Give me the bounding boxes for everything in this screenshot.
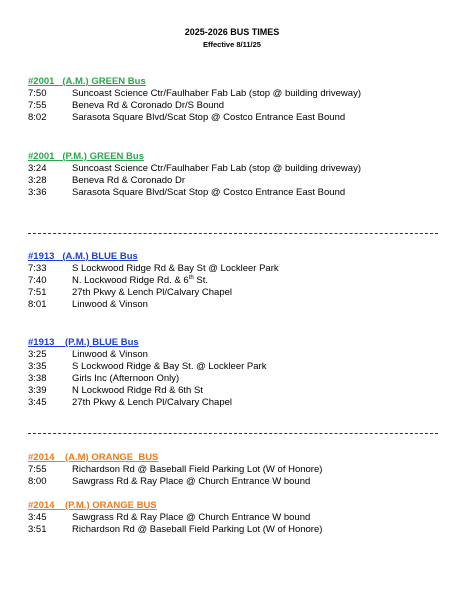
stop-row [28, 373, 448, 385]
stop-description: Sawgrass Rd & Ray Place @ Church Entrance W bound [72, 512, 311, 523]
stop-description: 27th Pkwy & Lench Pl/Calvary Chapel [72, 287, 232, 298]
stop-description: S Lockwood Ridge & Bay St. @ Lockleer Park [72, 361, 267, 372]
stop-time: 3:35 [28, 361, 47, 372]
page-title: 2025-2026 BUS TIMES [184, 27, 280, 37]
stop-description: S Lockwood Ridge Rd & Bay St @ Lockleer Park [72, 263, 279, 274]
stop-row [28, 88, 448, 100]
stop-time: 3:38 [28, 373, 47, 384]
stop-row [28, 512, 448, 524]
stop-description [72, 275, 208, 287]
route-heading: #2001 (P.M.) GREEN Bus [28, 151, 144, 162]
stop-row [28, 100, 448, 112]
stop-row [28, 349, 448, 361]
stop-time: 7:55 [28, 464, 47, 475]
stop-time: 8:01 [28, 299, 47, 310]
stop-time: 7:40 [28, 275, 47, 286]
stop-description: Beneva Rd & Coronado Dr [72, 175, 186, 186]
stop-row [28, 524, 448, 536]
stop-time: 7:50 [28, 88, 47, 99]
stop-row [28, 287, 448, 299]
stop-description: Sawgrass Rd & Ray Place @ Church Entrance W bound [72, 476, 311, 487]
stop-time: 3:36 [28, 187, 47, 198]
stop-row [28, 397, 448, 409]
stop-description: Richardson Rd @ Baseball Field Parking Lot (W of Honore) [72, 464, 323, 475]
stop-row [28, 163, 448, 175]
stop-row [28, 112, 448, 124]
stop-row [28, 175, 448, 187]
route-heading: #1913 (A.M.) BLUE Bus [28, 251, 138, 262]
stop-row [28, 476, 448, 488]
stop-time: 7:55 [28, 100, 47, 111]
stop-time: 3:45 [28, 512, 47, 523]
route-section-blue-am [28, 251, 448, 311]
stop-row [28, 385, 448, 397]
stop-description: Beneva Rd & Coronado Dr/S Bound [72, 100, 225, 111]
stop-row [28, 263, 448, 275]
stop-row [28, 275, 448, 287]
section-divider [28, 433, 438, 434]
stop-description-end: St. [193, 275, 208, 286]
route-section-green-am [28, 76, 448, 124]
stop-time: 3:51 [28, 524, 47, 535]
route-section-blue-pm [28, 337, 448, 409]
stop-description: Richardson Rd @ Baseball Field Parking Lot (W of Honore) [72, 524, 323, 535]
stop-row [28, 464, 448, 476]
stop-description: Girls Inc (Afternoon Only) [72, 373, 180, 384]
stop-row [28, 299, 448, 311]
stop-description: Suncoast Science Ctr/Faulhaber Fab Lab (stop @ building driveway) [72, 163, 361, 174]
stop-description: Linwood & Vinson [72, 299, 148, 310]
stop-description: 27th Pkwy & Lench Pl/Calvary Chapel [72, 397, 232, 408]
route-section-green-pm [28, 151, 448, 199]
stop-time: 8:00 [28, 476, 47, 487]
stop-row [28, 187, 448, 199]
stop-row [28, 361, 448, 373]
stop-description: Linwood & Vinson [72, 349, 148, 360]
stop-description: Sarasota Square Blvd/Scat Stop @ Costco Entrance East Bound [72, 112, 346, 123]
route-section-orange-pm [28, 500, 448, 536]
stop-time: 3:39 [28, 385, 47, 396]
stop-description: N Lockwood Ridge Rd & 6th St [72, 385, 203, 396]
route-heading: #2014 (P.M.) ORANGE BUS [28, 500, 157, 511]
ordinal-suffix: th [188, 274, 194, 281]
route-section-orange-am [28, 452, 448, 488]
stop-time: 7:51 [28, 287, 47, 298]
stop-description: Sarasota Square Blvd/Scat Stop @ Costco Entrance East Bound [72, 187, 346, 198]
stop-time: 3:28 [28, 175, 47, 186]
route-heading: #1913 (P.M.) BLUE Bus [28, 337, 139, 348]
stop-time: 3:25 [28, 349, 47, 360]
route-heading: #2014 (A.M) ORANGE BUS [28, 452, 159, 463]
effective-date: Effective 8/11/25 [203, 40, 261, 49]
stop-description: Suncoast Science Ctr/Faulhaber Fab Lab (stop @ building driveway) [72, 88, 361, 99]
route-heading: #2001 (A.M.) GREEN Bus [28, 76, 146, 87]
section-divider [28, 233, 438, 234]
stop-time: 7:33 [28, 263, 47, 274]
stop-time: 8:02 [28, 112, 47, 123]
stop-time: 3:24 [28, 163, 47, 174]
stop-description-main: N. Lockwood Ridge Rd. & 6 [72, 275, 189, 286]
stop-time: 3:45 [28, 397, 47, 408]
